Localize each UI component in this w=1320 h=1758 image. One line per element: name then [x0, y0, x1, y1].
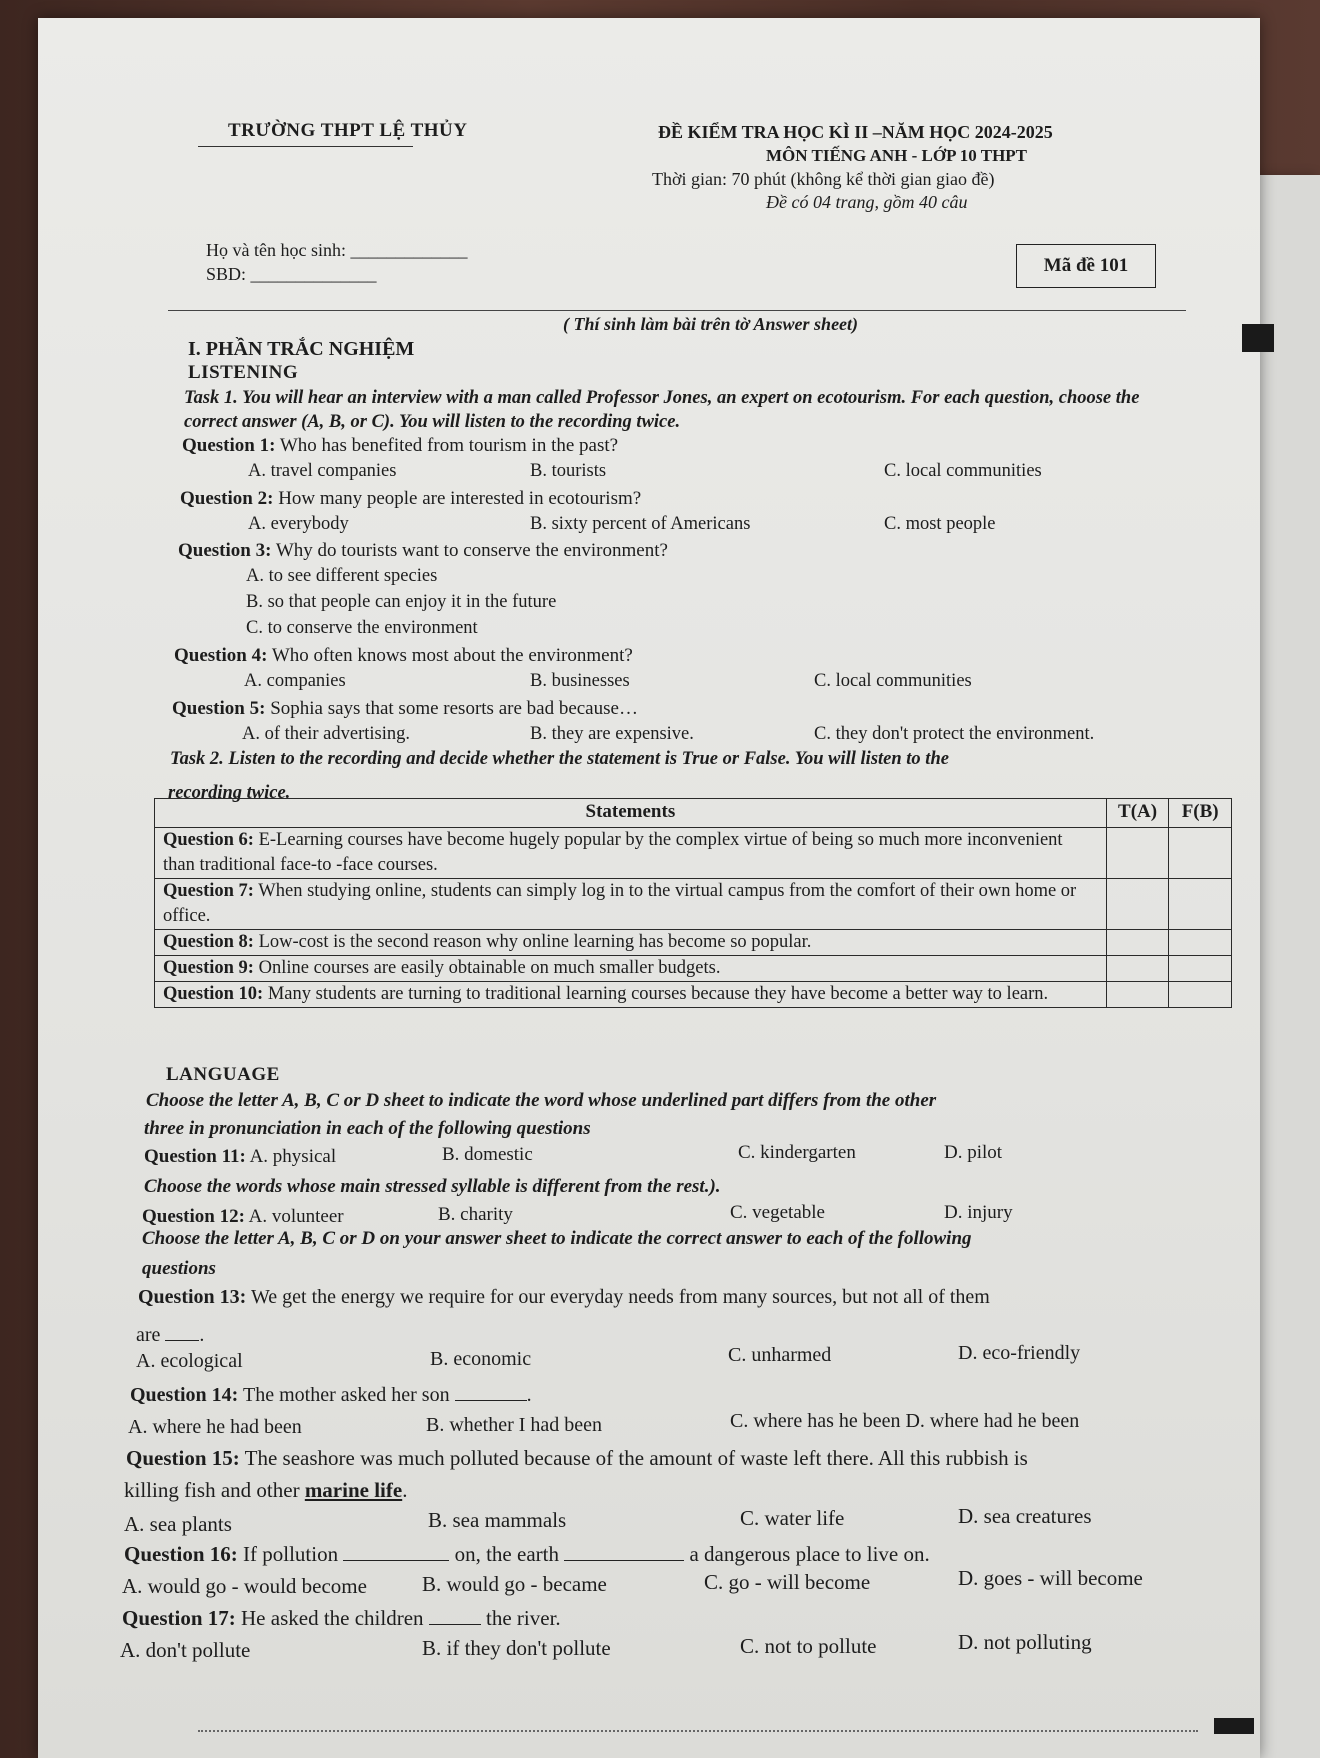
true-answer-cell[interactable] [1106, 956, 1169, 982]
true-answer-cell[interactable] [1106, 982, 1169, 1008]
question-1: Question 1: Who has benefited from tourism in the past? [182, 435, 619, 456]
q17-option-b: B. if they don't pollute [422, 1636, 611, 1660]
exam-subject: MÔN TIẾNG ANH - LỚP 10 THPT [766, 146, 1028, 165]
true-false-table [154, 798, 1232, 1008]
statement-cell: Question 8: Low-cost is the second reason why online learning has become so popular. [155, 930, 1107, 956]
question-15-cont: killing fish and other marine life. [124, 1478, 408, 1502]
q17-option-c: C. not to pollute [740, 1634, 877, 1658]
q12-option-b: B. charity [438, 1204, 513, 1225]
language-heading: LANGUAGE [166, 1064, 280, 1085]
stress-instructions: Choose the words whose main stressed syllable is different from the rest.). [144, 1176, 721, 1197]
question-3: Question 3: Why do tourists want to conserve the environment? [178, 540, 668, 561]
q1-option-c: C. local communities [884, 461, 1042, 481]
q14-option-a: A. where he had been [128, 1416, 302, 1438]
q16-option-a: A. would go - would become [122, 1574, 367, 1598]
true-answer-cell[interactable] [1106, 828, 1169, 879]
school-name: TRƯỜNG THPT LỆ THỦY [228, 120, 468, 141]
question-12: Question 12: A. volunteer [142, 1206, 344, 1227]
question-15: Question 15: The seashore was much polluted because of the amount of waste left there. All this rubbish is [126, 1446, 1028, 1470]
table-header-row [155, 799, 1232, 828]
task2-instructions: Task 2. Listen to the recording and decide whether the statement is True or False. You will listen to the [170, 749, 949, 769]
header-divider [168, 310, 1186, 311]
listening-heading: LISTENING [188, 362, 299, 383]
q5-option-c: C. they don't protect the environment. [814, 724, 1095, 744]
exam-title: ĐỀ KIỂM TRA HỌC KÌ II –NĂM HỌC 2024-2025 [658, 122, 1053, 142]
q15-option-c: C. water life [740, 1506, 845, 1530]
task2-instructions-cont: recording twice. [168, 783, 291, 803]
question-14: Question 14: The mother asked her son . [130, 1384, 532, 1406]
table-row [155, 879, 1232, 930]
q17-option-a: A. don't pollute [120, 1638, 251, 1662]
q16-option-d: D. goes - will become [958, 1566, 1143, 1590]
footer-dotted-line [198, 1730, 1198, 1732]
true-answer-cell[interactable] [1106, 930, 1169, 956]
q13-option-a: A. ecological [136, 1350, 243, 1372]
statement-cell: Question 6: E-Learning courses have become hugely popular by the complex virtue of being so much more inconvenient than traditional face-to -face courses. [155, 828, 1107, 879]
q11-option-c: C. kindergarten [738, 1142, 856, 1163]
student-name-field: Họ và tên học sinh: _____________ [206, 240, 468, 260]
q13-option-b: B. economic [430, 1348, 532, 1370]
statement-cell: Question 9: Online courses are easily obtainable on much smaller budgets. [155, 956, 1107, 982]
question-13-cont: are . [136, 1324, 205, 1346]
q4-option-c: C. local communities [814, 671, 972, 691]
true-answer-cell[interactable] [1106, 879, 1169, 930]
q2-option-a: A. everybody [248, 514, 349, 534]
task1-instructions: Task 1. You will hear an interview with a man called Professor Jones, an expert on ecotourism. For each question, choose the correct answer (A, B, or C). You will listen to the recording twice. [184, 388, 1140, 432]
pronunciation-instructions-cont: three in pronunciation in each of the following questions [144, 1118, 591, 1139]
pronunciation-instructions: Choose the letter A, B, C or D sheet to indicate the word whose underlined part differs from the other [146, 1090, 937, 1111]
false-answer-cell[interactable] [1169, 879, 1232, 930]
scan-marker-bottom [1214, 1718, 1254, 1734]
q2-option-b: B. sixty percent of Americans [530, 514, 751, 534]
question-2: Question 2: How many people are interested in ecotourism? [180, 488, 642, 509]
q13-option-d: D. eco-friendly [958, 1342, 1081, 1364]
q5-option-b: B. they are expensive. [530, 724, 694, 744]
exam-pages: Đề có 04 trang, gồm 40 câu [766, 192, 968, 212]
q4-option-a: A. companies [244, 671, 346, 691]
question-17: Question 17: He asked the children the river. [122, 1606, 561, 1630]
false-header: F(B) [1169, 799, 1232, 828]
false-answer-cell[interactable] [1169, 828, 1232, 879]
q15-option-a: A. sea plants [124, 1512, 232, 1536]
section-title: I. PHẦN TRẮC NGHIỆM [188, 338, 415, 360]
question-16: Question 16: If pollution on, the earth a dangerous place to live on. [124, 1542, 930, 1566]
exam-paper [38, 18, 1260, 1758]
table-row [155, 956, 1232, 982]
q5-option-a: A. of their advertising. [242, 724, 410, 744]
false-answer-cell[interactable] [1169, 982, 1232, 1008]
q14-options-c-d: C. where has he been D. where had he been [730, 1410, 1080, 1432]
question-5: Question 5: Sophia says that some resorts are bad because… [172, 698, 638, 719]
mcq-instructions: Choose the letter A, B, C or D on your answer sheet to indicate the correct answer to each of the following [142, 1228, 972, 1249]
q1-option-b: B. tourists [530, 461, 607, 481]
scan-marker [1242, 324, 1274, 352]
q3-option-a: A. to see different species [246, 566, 438, 586]
table-row [155, 828, 1232, 879]
question-11: Question 11: A. physical [144, 1146, 337, 1167]
table-row [155, 930, 1232, 956]
q12-option-c: C. vegetable [730, 1202, 825, 1223]
exam-time: Thời gian: 70 phút (không kể thời gian giao đề) [652, 169, 995, 189]
q1-option-a: A. travel companies [248, 461, 397, 481]
student-id-field: SBD: ______________ [206, 264, 377, 284]
q3-option-b: B. so that people can enjoy it in the future [246, 592, 557, 612]
q16-option-c: C. go - will become [704, 1570, 871, 1594]
q11-option-d: D. pilot [944, 1142, 1003, 1163]
question-4: Question 4: Who often knows most about the environment? [174, 645, 633, 666]
school-underline [198, 146, 413, 147]
false-answer-cell[interactable] [1169, 956, 1232, 982]
q12-option-d: D. injury [944, 1202, 1013, 1223]
q4-option-b: B. businesses [530, 671, 630, 691]
statement-cell: Question 10: Many students are turning to traditional learning courses because they have become a better way to learn. [155, 982, 1107, 1008]
q14-option-b: B. whether I had been [426, 1414, 603, 1436]
statements-header: Statements [155, 799, 1107, 828]
q3-option-c: C. to conserve the environment [246, 618, 478, 638]
q11-option-b: B. domestic [442, 1144, 533, 1165]
q17-option-d: D. not polluting [958, 1630, 1092, 1654]
q16-option-b: B. would go - became [422, 1572, 607, 1596]
q13-option-c: C. unharmed [728, 1344, 832, 1366]
answer-sheet-note: ( Thí sinh làm bài trên tờ Answer sheet) [563, 314, 859, 334]
q15-option-d: D. sea creatures [958, 1504, 1092, 1528]
q15-option-b: B. sea mammals [428, 1508, 567, 1532]
q2-option-c: C. most people [884, 514, 996, 534]
false-answer-cell[interactable] [1169, 930, 1232, 956]
table-row [155, 982, 1232, 1008]
mcq-instructions-cont: questions [142, 1258, 216, 1279]
statement-cell: Question 7: When studying online, students can simply log in to the virtual campus from the comfort of their own home or office. [155, 879, 1107, 930]
question-13: Question 13: We get the energy we require for our everyday needs from many sources, but not all of them [138, 1286, 990, 1308]
exam-code-box: Mã đề 101 [1016, 244, 1156, 288]
true-header: T(A) [1106, 799, 1169, 828]
